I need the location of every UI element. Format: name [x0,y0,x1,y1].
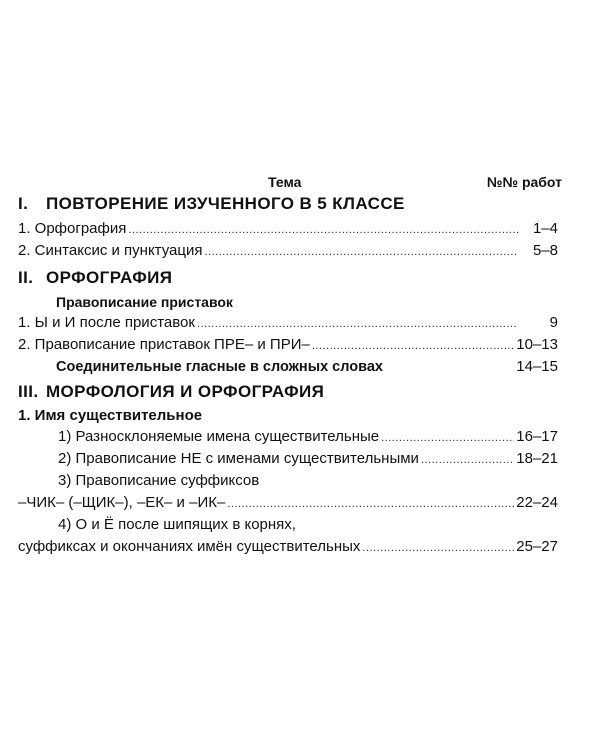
toc-entry[interactable] [18,240,558,262]
toc-entry-pages: 10–13 [516,336,558,353]
toc-entry-text: 2) Правописание НЕ с именами существительными [58,450,419,467]
toc-entry-text: 2. Правописание приставок ПРЕ– и ПРИ– [18,336,310,353]
toc-entry-text: 4) О и Ё после шипящих в корнях, [58,516,296,533]
dot-leader [421,453,514,467]
toc-entry-pages: 25–27 [516,538,558,555]
dot-leader [312,339,514,353]
section-title: ОРФОГРАФИЯ [46,268,173,287]
section-number: III. [18,382,39,401]
section-heading [18,268,558,292]
toc-entry-text: 2. Синтаксис и пунктуация [18,242,203,259]
section-heading [18,194,558,218]
dot-leader [128,223,518,237]
section-number: I. [18,194,29,213]
dot-leader [227,497,514,511]
toc-entry-pages: 22–24 [516,494,558,511]
toc-entry-text: 1) Разносклоняемые имена существительные [58,428,380,445]
section-heading [18,382,558,406]
toc-entry[interactable] [18,356,558,378]
toc-entry-pages: 16–17 [516,428,558,445]
toc-entry-text: 3) Правописание суффиксов [58,472,260,489]
toc-entry[interactable] [18,448,558,470]
toc-entry[interactable] [18,536,558,558]
dot-leader [381,431,514,445]
toc-entry[interactable] [18,492,558,514]
toc-entry[interactable] [18,218,558,240]
subheading: 1. Имя существительное [18,407,203,424]
toc-entry-pages: 1–4 [532,220,558,237]
toc-entry[interactable] [18,426,558,448]
section-number: II. [18,268,34,287]
toc-entry-pages: 5–8 [532,242,558,259]
works-column-header: №№ работ [486,174,562,190]
section-title: МОРФОЛОГИЯ И ОРФОГРАФИЯ [46,382,325,401]
subheading: Правописание приставок [56,294,233,310]
dot-leader [204,245,518,259]
toc-entry-text: суффиксах и окончаниях имён существительных [18,538,361,555]
table-of-contents [18,172,562,558]
toc-entry[interactable] [18,334,558,356]
toc-entry-text: –ЧИК– (–ЩИК–), –ЕК– и –ИК– [18,494,226,511]
toc-entry-pages: 14–15 [516,358,558,375]
toc-entry-text: 1. Орфография [18,220,127,237]
toc-entry-pages: 9 [549,314,558,331]
dot-leader [197,317,518,331]
toc-entry-pages: 18–21 [516,450,558,467]
toc-entry[interactable] [18,312,558,334]
topic-column-header: Тема [268,174,302,190]
dot-leader [362,541,514,555]
toc-header [18,172,562,194]
section-title: ПОВТОРЕНИЕ ИЗУЧЕННОГО В 5 КЛАССЕ [46,194,405,213]
toc-entry-text: 1. Ы и И после приставок [18,314,195,331]
toc-entry-text: Соединительные гласные в сложных словах [56,359,383,375]
